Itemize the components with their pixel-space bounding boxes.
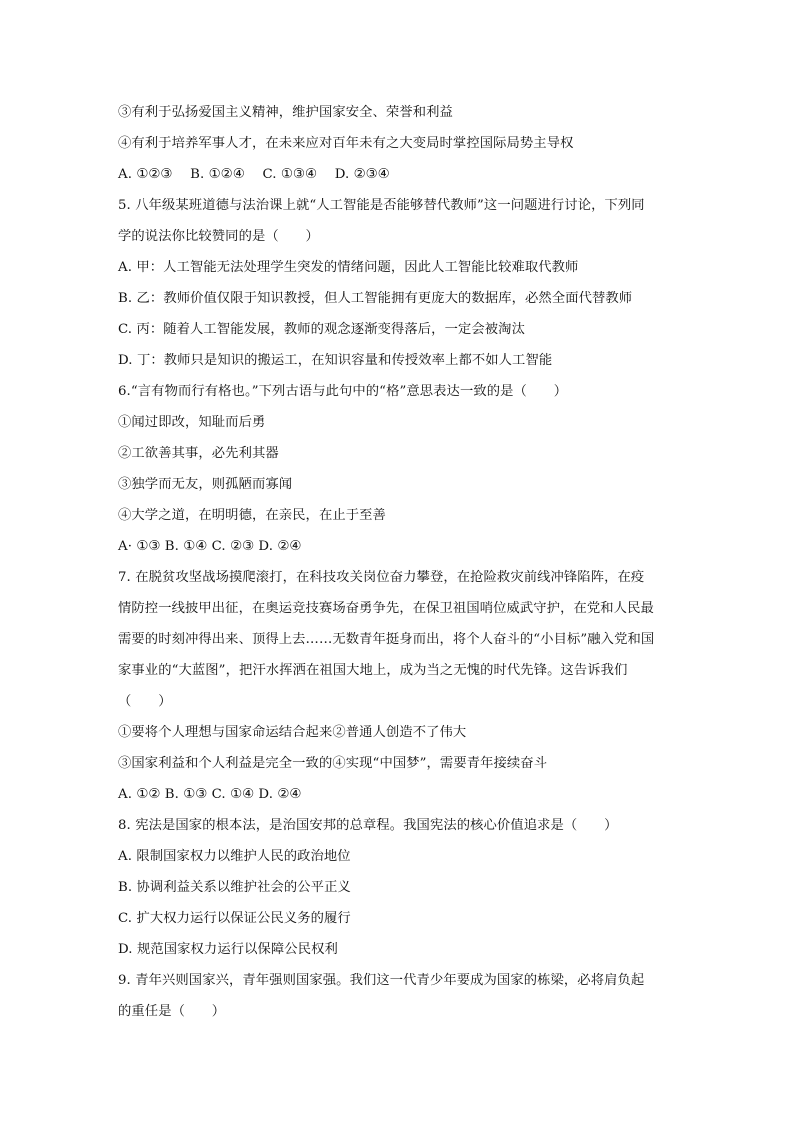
option-line: A· ①③ B. ①④ C. ②③ D. ②④ bbox=[118, 539, 302, 554]
option-b: B. 乙：教师价值仅限于知识教授，但人工智能拥有更庞大的数据库，必然全面代替教师 bbox=[118, 291, 633, 306]
option-a: A. 甲：人工智能无法处理学生突发的情绪问题，因此人工智能比较难取代教师 bbox=[118, 260, 579, 275]
question-9-stem: 9. 青年兴则国家兴，青年强则国家强。我们这一代青少年要成为国家的栋梁，必将肩负起 bbox=[118, 973, 645, 988]
question-6-stem: 6.“言有物而行有格也。”下列古语与此句中的“格”意思表达一致的是（ ） bbox=[118, 384, 568, 399]
question-7-blank: （ ） bbox=[118, 694, 172, 709]
question-8-stem: 8. 宪法是国家的根本法，是治国安邦的总章程。我国宪法的核心价值追求是（ ） bbox=[118, 818, 618, 833]
question-5-stem: 5. 八年级某班道德与法治课上就“人工智能是否能够替代教师”这一问题进行讨论，下列同 bbox=[118, 198, 645, 213]
question-7-stem: 7. 在脱贫攻坚战场摸爬滚打，在科技攻关岗位奋力攀登，在抢险救灾前线冲锋陷阵，在疫 bbox=[118, 570, 645, 585]
question-9-stem-cont: 的重任是（ ） bbox=[118, 1004, 226, 1019]
option-c: C. 丙：随着人工智能发展，教师的观念逐渐变得落后，一定会被淘汰 bbox=[118, 322, 525, 337]
text-line: ④有利于培养军事人才，在未来应对百年未有之大变局时掌控国际局势主导权 bbox=[118, 136, 574, 151]
option-line: A. ①② B. ①③ C. ①④ D. ②④ bbox=[118, 787, 302, 802]
text-line: ③独学而无友，则孤陋而寡闻 bbox=[118, 477, 293, 492]
text-line: ①闻过即改，知耻而后勇 bbox=[118, 415, 266, 430]
text-line: ①要将个人理想与国家命运结合起来②普通人创造不了伟大 bbox=[118, 725, 467, 740]
text-line: ③国家利益和个人利益是完全一致的④实现“中国梦”，需要青年接续奋斗 bbox=[118, 756, 548, 771]
option-c: C. 扩大权力运行以保证公民义务的履行 bbox=[118, 911, 351, 926]
text-line: ④大学之道，在明明德，在亲民，在止于至善 bbox=[118, 508, 386, 523]
text-line: ③有利于弘扬爱国主义精神，维护国家安全、荣誉和利益 bbox=[118, 105, 453, 120]
option-line: A. ①②③ B. ①②④ C. ①③④ D. ②③④ bbox=[118, 167, 390, 182]
question-7-stem-cont: 家事业的“大蓝图”，把汗水挥洒在祖国大地上，成为当之无愧的时代先锋。这告诉我们 bbox=[118, 663, 628, 678]
question-7-stem-cont: 需要的时刻冲得出来、顶得上去……无数青年挺身而出，将个人奋斗的“小目标”融入党和国 bbox=[118, 632, 655, 647]
question-7-stem-cont: 情防控一线披甲出征，在奥运竞技赛场奋勇争先，在保卫祖国哨位威武守护，在党和人民最 bbox=[118, 601, 654, 616]
text-line: ②工欲善其事，必先利其器 bbox=[118, 446, 279, 461]
option-b: B. 协调利益关系以维护社会的公平正义 bbox=[118, 880, 351, 895]
option-d: D. 丁：教师只是知识的搬运工，在知识容量和传授效率上都不如人工智能 bbox=[118, 353, 553, 368]
question-5-stem-cont: 学的说法你比较赞同的是（ ） bbox=[118, 229, 319, 244]
option-a: A. 限制国家权力以维护人民的政治地位 bbox=[118, 849, 351, 864]
option-d: D. 规范国家权力运行以保障公民权利 bbox=[118, 942, 338, 957]
